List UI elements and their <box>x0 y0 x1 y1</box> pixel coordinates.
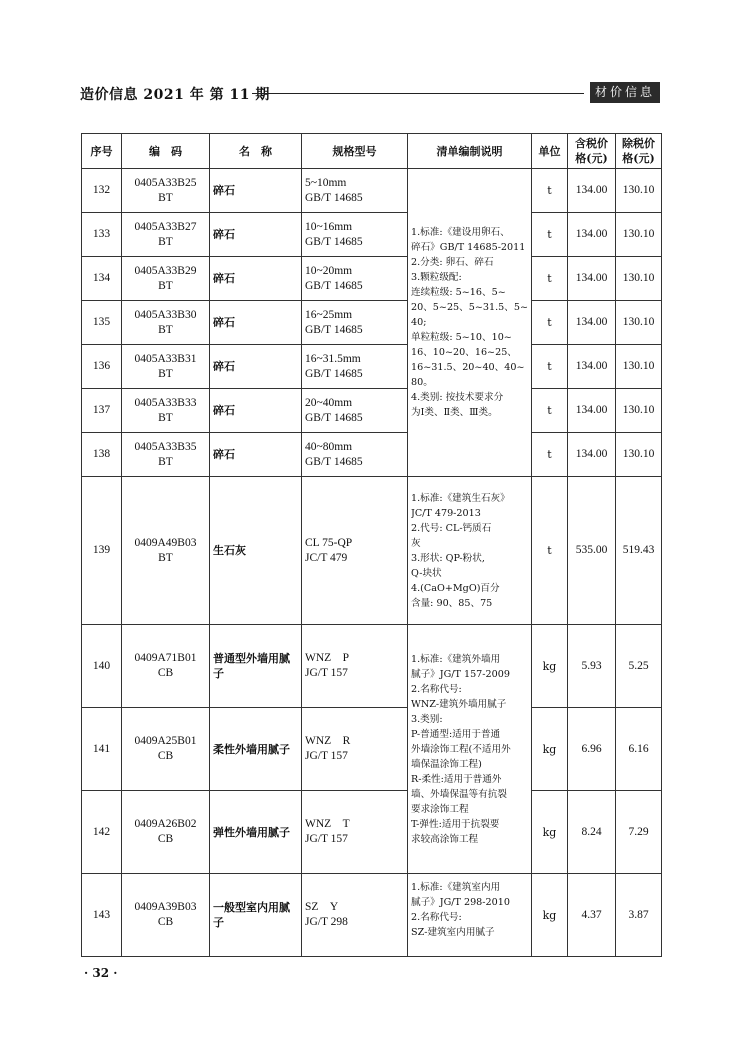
item-spec <box>302 791 408 874</box>
item-code-line: 0405A33B29 <box>134 264 197 277</box>
item-code-line: 0405A33B27 <box>134 220 197 233</box>
item-name: 碎石 <box>210 433 302 477</box>
description-line: 1.标准:《建筑生石灰》 <box>411 492 510 504</box>
item-name: 碎石 <box>210 389 302 433</box>
item-spec-line: CL 75-QP <box>305 536 353 549</box>
description-line: 3.类别: <box>411 713 443 725</box>
col-header-unit: 单位 <box>532 134 568 169</box>
table-row <box>82 625 662 708</box>
item-code-line: 0409A25B01 <box>134 735 197 747</box>
item-spec <box>302 625 408 708</box>
header-rule <box>252 93 584 94</box>
item-spec <box>302 213 408 257</box>
item-code-line: 0409A39B03 <box>134 901 197 913</box>
item-name: 生石灰 <box>210 477 302 625</box>
item-net-price: 130.10 <box>616 301 662 345</box>
row-number: 142 <box>82 791 122 874</box>
item-net-price: 130.10 <box>616 389 662 433</box>
item-name: 一般型室内用腻子 <box>210 874 302 957</box>
description-line: 腻子》JG/T 298-2010 <box>411 897 510 908</box>
table-row <box>82 213 662 257</box>
item-spec <box>302 257 408 301</box>
description-line: 1.标准:《建筑外墙用 <box>411 653 501 665</box>
item-tax-price: 134.00 <box>568 169 616 213</box>
item-code-line: BT <box>158 235 173 248</box>
description-line: 含量: 90、85、75 <box>411 597 493 609</box>
item-description <box>408 477 532 625</box>
item-code <box>122 257 210 301</box>
price-table <box>81 133 662 957</box>
item-code-line: CB <box>157 750 174 762</box>
item-net-price: 130.10 <box>616 213 662 257</box>
item-code <box>122 874 210 957</box>
item-code-line: 0409A26B02 <box>134 818 197 830</box>
row-number: 134 <box>82 257 122 301</box>
item-code-line: BT <box>158 323 173 336</box>
item-net-price: 6.16 <box>616 708 662 791</box>
item-spec <box>302 389 408 433</box>
item-spec-line: JC/T 479 <box>305 551 348 564</box>
item-spec-line: JG/T 298 <box>305 916 348 928</box>
row-number: 139 <box>82 477 122 625</box>
item-code-line: CB <box>157 667 174 679</box>
journal-title: 造价信息 2021 年 第 11 期 <box>80 87 270 103</box>
item-spec-line: JG/T 157 <box>305 833 348 845</box>
description-line: 2.代号: CL-钙质石 <box>411 522 492 534</box>
item-net-price: 3.87 <box>616 874 662 957</box>
item-description <box>408 625 532 874</box>
description-line: 20、5~25、5~31.5、5~ <box>411 302 528 313</box>
item-spec <box>302 708 408 791</box>
item-unit: t <box>532 257 568 301</box>
item-code <box>122 625 210 708</box>
item-spec-line: JG/T 157 <box>305 750 348 762</box>
table-row <box>82 708 662 791</box>
description-line: 3.形状: QP-粉状, <box>411 552 485 564</box>
item-code <box>122 169 210 213</box>
col-header-description: 清单编制说明 <box>408 134 532 169</box>
item-spec-line: 5~10mm <box>305 176 347 189</box>
table-row <box>82 389 662 433</box>
row-number: 140 <box>82 625 122 708</box>
item-net-price: 130.10 <box>616 433 662 477</box>
item-tax-price: 134.00 <box>568 257 616 301</box>
col-header-tax-price: 含税价格(元) <box>568 134 616 169</box>
item-code <box>122 477 210 625</box>
item-spec-line: GB/T 14685 <box>305 279 363 292</box>
description-line: R-柔性:适用于普通外 <box>411 773 502 785</box>
section-tag: 材价信息 <box>590 82 660 103</box>
item-code-line: 0405A33B31 <box>134 352 197 365</box>
item-unit: t <box>532 389 568 433</box>
item-unit: t <box>532 301 568 345</box>
description-line: 腻子》JG/T 157-2009 <box>411 668 510 680</box>
item-spec <box>302 345 408 389</box>
item-name: 碎石 <box>210 169 302 213</box>
item-tax-price: 134.00 <box>568 213 616 257</box>
item-spec-line: GB/T 14685 <box>305 323 363 336</box>
item-tax-price: 134.00 <box>568 433 616 477</box>
item-tax-price: 6.96 <box>568 708 616 791</box>
item-net-price: 130.10 <box>616 169 662 213</box>
item-name: 碎石 <box>210 213 302 257</box>
description-line: 墙保温涂饰工程) <box>411 758 482 770</box>
item-spec-line: 10~16mm <box>305 220 353 233</box>
description-line: 16~31.5、20~40、40~ <box>411 362 525 373</box>
item-tax-price: 8.24 <box>568 791 616 874</box>
item-spec-line: JG/T 157 <box>305 667 348 679</box>
item-code <box>122 433 210 477</box>
item-unit: t <box>532 433 568 477</box>
item-code-line: 0405A33B35 <box>134 440 197 453</box>
item-spec <box>302 433 408 477</box>
page-number: · 32 · <box>84 966 118 980</box>
item-unit: t <box>532 213 568 257</box>
item-spec-line: GB/T 14685 <box>305 411 363 424</box>
item-unit: kg <box>532 708 568 791</box>
description-line: 80。 <box>411 377 433 388</box>
item-net-price: 130.10 <box>616 257 662 301</box>
item-name: 弹性外墙用腻子 <box>210 791 302 874</box>
item-tax-price: 134.00 <box>568 345 616 389</box>
description-line: 碎石》GB/T 14685-2011 <box>411 242 526 253</box>
item-code-line: BT <box>158 191 173 204</box>
item-spec-line: 16~25mm <box>305 308 353 321</box>
table-row <box>82 345 662 389</box>
item-code-line: BT <box>158 367 173 380</box>
item-spec-line: 16~31.5mm <box>305 352 361 365</box>
item-name: 普通型外墙用腻子 <box>210 625 302 708</box>
item-spec <box>302 477 408 625</box>
item-name: 柔性外墙用腻子 <box>210 708 302 791</box>
item-spec <box>302 169 408 213</box>
item-code <box>122 708 210 791</box>
item-unit: kg <box>532 791 568 874</box>
description-line: 灰 <box>411 537 421 549</box>
item-unit: t <box>532 477 568 625</box>
item-unit: t <box>532 169 568 213</box>
description-line: 外墙涂饰工程(不适用外 <box>411 743 511 755</box>
row-number: 137 <box>82 389 122 433</box>
item-spec-line: 10~20mm <box>305 264 353 277</box>
item-code-line: 0405A33B30 <box>134 308 197 321</box>
item-description <box>408 874 532 957</box>
description-line: 16、10~20、16~25、 <box>411 347 517 358</box>
item-name: 碎石 <box>210 257 302 301</box>
table-row <box>82 477 662 625</box>
description-line: 1.标准:《建设用卵石、 <box>411 227 510 238</box>
item-code-line: CB <box>157 833 174 845</box>
item-code-line: 0409A71B01 <box>134 652 197 664</box>
table-row <box>82 433 662 477</box>
item-net-price: 130.10 <box>616 345 662 389</box>
item-tax-price: 535.00 <box>568 477 616 625</box>
row-number: 132 <box>82 169 122 213</box>
row-number: 135 <box>82 301 122 345</box>
item-net-price: 5.25 <box>616 625 662 708</box>
item-spec-line: GB/T 14685 <box>305 367 363 380</box>
description-line: 墙、外墙保温等有抗裂 <box>411 788 507 800</box>
table-row <box>82 257 662 301</box>
item-code-line: BT <box>158 411 173 424</box>
description-line: 4.类别: 按技术要求分 <box>411 392 504 403</box>
table-row <box>82 301 662 345</box>
description-line: 2.分类: 卵石、碎石 <box>411 257 494 268</box>
item-code-line: 0405A33B33 <box>134 396 197 409</box>
item-code <box>122 389 210 433</box>
col-header-name: 名 称 <box>210 134 302 169</box>
item-unit: t <box>532 345 568 389</box>
item-code-line: BT <box>158 455 173 468</box>
col-header-net-price: 除税价格(元) <box>616 134 662 169</box>
item-spec-line: WNZ T <box>305 818 350 830</box>
item-name: 碎石 <box>210 345 302 389</box>
description-line: 求较高涂饰工程 <box>411 833 479 845</box>
item-code-line: CB <box>157 916 174 928</box>
description-line: 单粒粒级: 5~10、10~ <box>411 332 512 343</box>
item-code-line: 0405A33B25 <box>134 176 197 189</box>
item-spec-line: WNZ P <box>305 652 350 664</box>
item-spec-line: SZ Y <box>305 901 339 913</box>
item-spec-line: GB/T 14685 <box>305 235 363 248</box>
row-number: 136 <box>82 345 122 389</box>
col-header-spec: 规格型号 <box>302 134 408 169</box>
item-unit: kg <box>532 874 568 957</box>
item-unit: kg <box>532 625 568 708</box>
col-header-code: 编 码 <box>122 134 210 169</box>
item-spec-line: GB/T 14685 <box>305 191 363 204</box>
item-tax-price: 5.93 <box>568 625 616 708</box>
description-line: 2.名称代号: <box>411 683 462 695</box>
item-spec-line: 40~80mm <box>305 440 353 453</box>
item-spec-line: WNZ R <box>305 735 351 747</box>
description-line: 3.颗粒级配: <box>411 272 462 283</box>
description-line: 2.名称代号: <box>411 912 462 923</box>
item-code-line: BT <box>158 551 173 564</box>
item-net-price: 7.29 <box>616 791 662 874</box>
col-header-no: 序号 <box>82 134 122 169</box>
item-spec-line: GB/T 14685 <box>305 455 363 468</box>
table-header-row <box>82 134 662 169</box>
item-tax-price: 134.00 <box>568 389 616 433</box>
item-name: 碎石 <box>210 301 302 345</box>
row-number: 138 <box>82 433 122 477</box>
description-line: T-弹性:适用于抗裂要 <box>411 818 500 830</box>
description-line: 40; <box>411 317 427 328</box>
description-line: JC/T 479-2013 <box>411 507 481 519</box>
table-body <box>82 169 662 957</box>
description-line: 为Ⅰ类、Ⅱ类、Ⅲ类。 <box>411 407 498 418</box>
description-line: 1.标准:《建筑室内用 <box>411 882 501 893</box>
item-spec-line: 20~40mm <box>305 396 353 409</box>
item-description <box>408 169 532 477</box>
row-number: 141 <box>82 708 122 791</box>
description-line: 连续粒级: 5~16、5~ <box>411 287 506 298</box>
item-tax-price: 4.37 <box>568 874 616 957</box>
item-code <box>122 213 210 257</box>
description-line: WNZ-建筑外墙用腻子 <box>411 698 507 710</box>
item-spec <box>302 301 408 345</box>
table-row <box>82 169 662 213</box>
table-row <box>82 791 662 874</box>
description-line: 4.(CaO+MgO)百分 <box>411 582 500 594</box>
item-code <box>122 791 210 874</box>
description-line: P-普通型:适用于普通 <box>411 728 501 740</box>
item-code <box>122 345 210 389</box>
item-tax-price: 134.00 <box>568 301 616 345</box>
description-line: SZ-建筑室内用腻子 <box>411 927 495 938</box>
item-code-line: BT <box>158 279 173 292</box>
item-code-line: 0409A49B03 <box>134 536 197 549</box>
page-header <box>80 82 660 104</box>
item-spec <box>302 874 408 957</box>
description-line: 要求涂饰工程 <box>411 803 469 815</box>
item-code <box>122 301 210 345</box>
description-line: Q-块状 <box>411 567 442 579</box>
item-net-price: 519.43 <box>616 477 662 625</box>
row-number: 143 <box>82 874 122 957</box>
table-row <box>82 874 662 957</box>
row-number: 133 <box>82 213 122 257</box>
